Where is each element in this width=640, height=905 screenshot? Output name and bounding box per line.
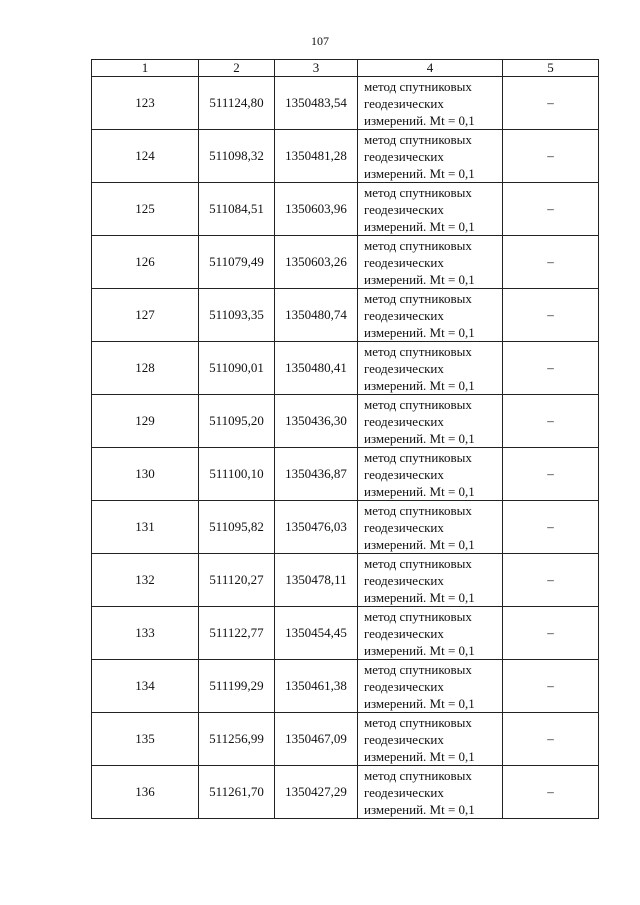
- y-coordinate-cell: 1350480,41: [275, 342, 358, 395]
- y-coordinate-cell: 1350436,87: [275, 448, 358, 501]
- method-text-line: метод спутниковых: [364, 131, 472, 147]
- table-row: [92, 395, 599, 448]
- x-coordinate-cell: 511098,32: [199, 130, 275, 183]
- x-coordinate-cell: 511093,35: [199, 289, 275, 342]
- table-row: [92, 236, 599, 289]
- x-coordinate-cell: 511124,80: [199, 77, 275, 130]
- method-text-line: геодезических: [364, 360, 444, 376]
- table-row: [92, 713, 599, 766]
- method-text-line: измерений. Mt = 0,1: [364, 324, 475, 340]
- method-text-line: геодезических: [364, 519, 444, 535]
- method-text-line: геодезических: [364, 572, 444, 588]
- x-coordinate-cell: 511261,70: [199, 766, 275, 819]
- method-text-line: метод спутниковых: [364, 767, 472, 783]
- table-row: [92, 183, 599, 236]
- method-text-line: метод спутниковых: [364, 661, 472, 677]
- y-coordinate-cell: 1350467,09: [275, 713, 358, 766]
- y-coordinate-cell: 1350603,26: [275, 236, 358, 289]
- method-text-line: геодезических: [364, 95, 444, 111]
- column-header-3: 3: [275, 60, 358, 77]
- method-cell: [358, 289, 503, 342]
- note-cell: –: [503, 607, 599, 660]
- table-row: [92, 77, 599, 130]
- x-coordinate-cell: 511090,01: [199, 342, 275, 395]
- table-row: [92, 766, 599, 819]
- y-coordinate-cell: 1350481,28: [275, 130, 358, 183]
- point-number-cell: 132: [92, 554, 199, 607]
- method-text-line: измерений. Mt = 0,1: [364, 430, 475, 446]
- table-row: [92, 607, 599, 660]
- note-cell: –: [503, 766, 599, 819]
- method-text-line: измерений. Mt = 0,1: [364, 377, 475, 393]
- method-cell: [358, 395, 503, 448]
- y-coordinate-cell: 1350476,03: [275, 501, 358, 554]
- note-cell: –: [503, 130, 599, 183]
- method-text-line: метод спутниковых: [364, 290, 472, 306]
- coordinates-table: [91, 59, 599, 819]
- method-cell: [358, 448, 503, 501]
- method-text-line: метод спутниковых: [364, 396, 472, 412]
- x-coordinate-cell: 511122,77: [199, 607, 275, 660]
- method-text-line: геодезических: [364, 413, 444, 429]
- y-coordinate-cell: 1350454,45: [275, 607, 358, 660]
- method-cell: [358, 183, 503, 236]
- note-cell: –: [503, 236, 599, 289]
- method-cell: [358, 554, 503, 607]
- note-cell: –: [503, 395, 599, 448]
- method-cell: [358, 713, 503, 766]
- point-number-cell: 125: [92, 183, 199, 236]
- method-text-line: измерений. Mt = 0,1: [364, 218, 475, 234]
- method-text-line: геодезических: [364, 201, 444, 217]
- method-cell: [358, 607, 503, 660]
- y-coordinate-cell: 1350478,11: [275, 554, 358, 607]
- y-coordinate-cell: 1350603,96: [275, 183, 358, 236]
- method-text-line: метод спутниковых: [364, 608, 472, 624]
- y-coordinate-cell: 1350461,38: [275, 660, 358, 713]
- method-cell: [358, 77, 503, 130]
- table-row: [92, 554, 599, 607]
- table-row: [92, 448, 599, 501]
- method-text-line: метод спутниковых: [364, 714, 472, 730]
- x-coordinate-cell: 511079,49: [199, 236, 275, 289]
- method-cell: [358, 236, 503, 289]
- y-coordinate-cell: 1350483,54: [275, 77, 358, 130]
- point-number-cell: 130: [92, 448, 199, 501]
- note-cell: –: [503, 554, 599, 607]
- method-text-line: геодезических: [364, 625, 444, 641]
- method-text-line: геодезических: [364, 307, 444, 323]
- table-row: [92, 342, 599, 395]
- method-text-line: измерений. Mt = 0,1: [364, 165, 475, 181]
- method-text-line: геодезических: [364, 731, 444, 747]
- note-cell: –: [503, 448, 599, 501]
- method-text-line: метод спутниковых: [364, 78, 472, 94]
- note-cell: –: [503, 342, 599, 395]
- point-number-cell: 129: [92, 395, 199, 448]
- note-cell: –: [503, 289, 599, 342]
- method-text-line: геодезических: [364, 466, 444, 482]
- x-coordinate-cell: 511199,29: [199, 660, 275, 713]
- method-cell: [358, 130, 503, 183]
- method-text-line: метод спутниковых: [364, 449, 472, 465]
- point-number-cell: 136: [92, 766, 199, 819]
- column-header-5: 5: [503, 60, 599, 77]
- method-text-line: метод спутниковых: [364, 343, 472, 359]
- method-cell: [358, 342, 503, 395]
- method-text-line: измерений. Mt = 0,1: [364, 483, 475, 499]
- point-number-cell: 135: [92, 713, 199, 766]
- note-cell: –: [503, 77, 599, 130]
- y-coordinate-cell: 1350427,29: [275, 766, 358, 819]
- x-coordinate-cell: 511256,99: [199, 713, 275, 766]
- point-number-cell: 123: [92, 77, 199, 130]
- method-text-line: метод спутниковых: [364, 184, 472, 200]
- table-body: [92, 77, 599, 819]
- y-coordinate-cell: 1350480,74: [275, 289, 358, 342]
- x-coordinate-cell: 511120,27: [199, 554, 275, 607]
- x-coordinate-cell: 511095,82: [199, 501, 275, 554]
- note-cell: –: [503, 713, 599, 766]
- column-header-1: 1: [92, 60, 199, 77]
- table-row: [92, 501, 599, 554]
- x-coordinate-cell: 511100,10: [199, 448, 275, 501]
- method-cell: [358, 660, 503, 713]
- point-number-cell: 124: [92, 130, 199, 183]
- method-text-line: метод спутниковых: [364, 502, 472, 518]
- method-text-line: метод спутниковых: [364, 555, 472, 571]
- point-number-cell: 131: [92, 501, 199, 554]
- method-text-line: измерений. Mt = 0,1: [364, 748, 475, 764]
- page-number: 107: [311, 34, 329, 48]
- method-text-line: измерений. Mt = 0,1: [364, 271, 475, 287]
- method-text-line: измерений. Mt = 0,1: [364, 589, 475, 605]
- note-cell: –: [503, 183, 599, 236]
- method-text-line: измерений. Mt = 0,1: [364, 801, 475, 817]
- point-number-cell: 128: [92, 342, 199, 395]
- method-text-line: геодезических: [364, 784, 444, 800]
- method-text-line: измерений. Mt = 0,1: [364, 642, 475, 658]
- point-number-cell: 133: [92, 607, 199, 660]
- point-number-cell: 134: [92, 660, 199, 713]
- table-header-row: [92, 60, 599, 77]
- column-header-2: 2: [199, 60, 275, 77]
- note-cell: –: [503, 501, 599, 554]
- table-row: [92, 130, 599, 183]
- method-text-line: метод спутниковых: [364, 237, 472, 253]
- method-text-line: геодезических: [364, 148, 444, 164]
- method-text-line: измерений. Mt = 0,1: [364, 536, 475, 552]
- method-text-line: измерений. Mt = 0,1: [364, 695, 475, 711]
- x-coordinate-cell: 511084,51: [199, 183, 275, 236]
- method-cell: [358, 766, 503, 819]
- x-coordinate-cell: 511095,20: [199, 395, 275, 448]
- table-row: [92, 289, 599, 342]
- method-cell: [358, 501, 503, 554]
- y-coordinate-cell: 1350436,30: [275, 395, 358, 448]
- column-header-4: 4: [358, 60, 503, 77]
- point-number-cell: 127: [92, 289, 199, 342]
- method-text-line: геодезических: [364, 254, 444, 270]
- table-row: [92, 660, 599, 713]
- point-number-cell: 126: [92, 236, 199, 289]
- method-text-line: геодезических: [364, 678, 444, 694]
- note-cell: –: [503, 660, 599, 713]
- method-text-line: измерений. Mt = 0,1: [364, 112, 475, 128]
